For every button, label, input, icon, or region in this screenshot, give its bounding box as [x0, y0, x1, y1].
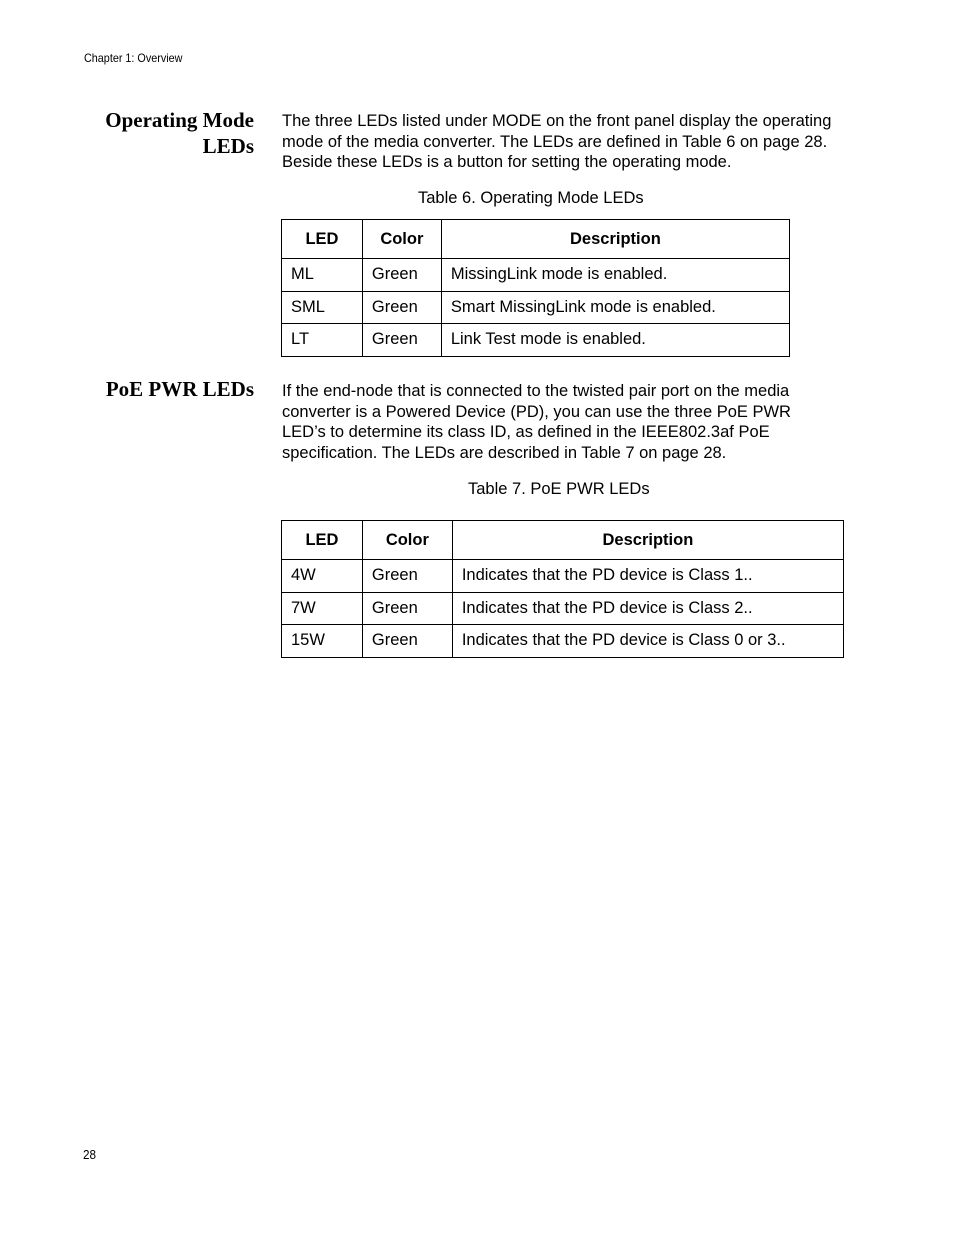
- led-cell: 15W: [282, 625, 363, 658]
- section-heading-line: Operating Mode: [105, 108, 254, 132]
- column-header-description: Description: [441, 220, 789, 259]
- color-cell: Green: [362, 560, 452, 593]
- column-header-led: LED: [282, 521, 363, 560]
- section-heading-poe-pwr: [106, 376, 254, 402]
- description-cell: Indicates that the PD device is Class 1..: [452, 560, 843, 593]
- led-cell: SML: [282, 291, 363, 324]
- led-cell: 4W: [282, 560, 363, 593]
- description-cell: Indicates that the PD device is Class 2..: [452, 592, 843, 625]
- page-number: 28: [83, 1147, 97, 1162]
- table-row: [282, 592, 844, 625]
- table-row: [282, 560, 844, 593]
- table-row: [282, 625, 844, 658]
- section-heading-line: PoE PWR LEDs: [105, 377, 254, 401]
- poe-pwr-paragraph: If the end-node that is connected to the twisted pair port on the media converter is a Powered Device (PD), you can use the three PoE PWR LED’s to determine its class ID, as defined in the IEEE802.3af PoE specification. The LEDs are described in Table 7 on page 28.: [282, 382, 791, 462]
- description-cell: MissingLink mode is enabled.: [441, 259, 789, 292]
- operating-mode-leds-table: [281, 219, 790, 357]
- table-header-row: [282, 220, 790, 259]
- table-row: [282, 324, 790, 357]
- column-header-color: Color: [362, 220, 441, 259]
- column-header-description: Description: [452, 521, 843, 560]
- section-heading-line: LEDs: [202, 134, 254, 158]
- color-cell: Green: [362, 259, 441, 292]
- description-cell: Smart MissingLink mode is enabled.: [441, 291, 789, 324]
- table-7-caption: Table 7. PoE PWR LEDs: [468, 480, 650, 498]
- description-cell: Link Test mode is enabled.: [441, 324, 789, 357]
- table-row: [282, 291, 790, 324]
- color-cell: Green: [362, 592, 452, 625]
- table-row: [282, 259, 790, 292]
- table-header-row: [282, 521, 844, 560]
- poe-pwr-leds-table: [281, 520, 844, 658]
- color-cell: Green: [362, 291, 441, 324]
- operating-mode-paragraph: The three LEDs listed under MODE on the front panel display the operating mode of the media converter. The LEDs are defined in Table 6 on page 28. Beside these LEDs is a button for setting the operating mode.: [282, 112, 832, 171]
- column-header-color: Color: [362, 521, 452, 560]
- column-header-led: LED: [282, 220, 363, 259]
- led-cell: ML: [282, 259, 363, 292]
- color-cell: Green: [362, 324, 441, 357]
- led-cell: 7W: [282, 592, 363, 625]
- table-6-caption: Table 6. Operating Mode LEDs: [418, 189, 644, 207]
- section-heading-operating-mode: [105, 107, 254, 159]
- description-cell: Indicates that the PD device is Class 0 or 3..: [452, 625, 843, 658]
- color-cell: Green: [362, 625, 452, 658]
- running-head: Chapter 1: Overview: [84, 51, 183, 65]
- led-cell: LT: [282, 324, 363, 357]
